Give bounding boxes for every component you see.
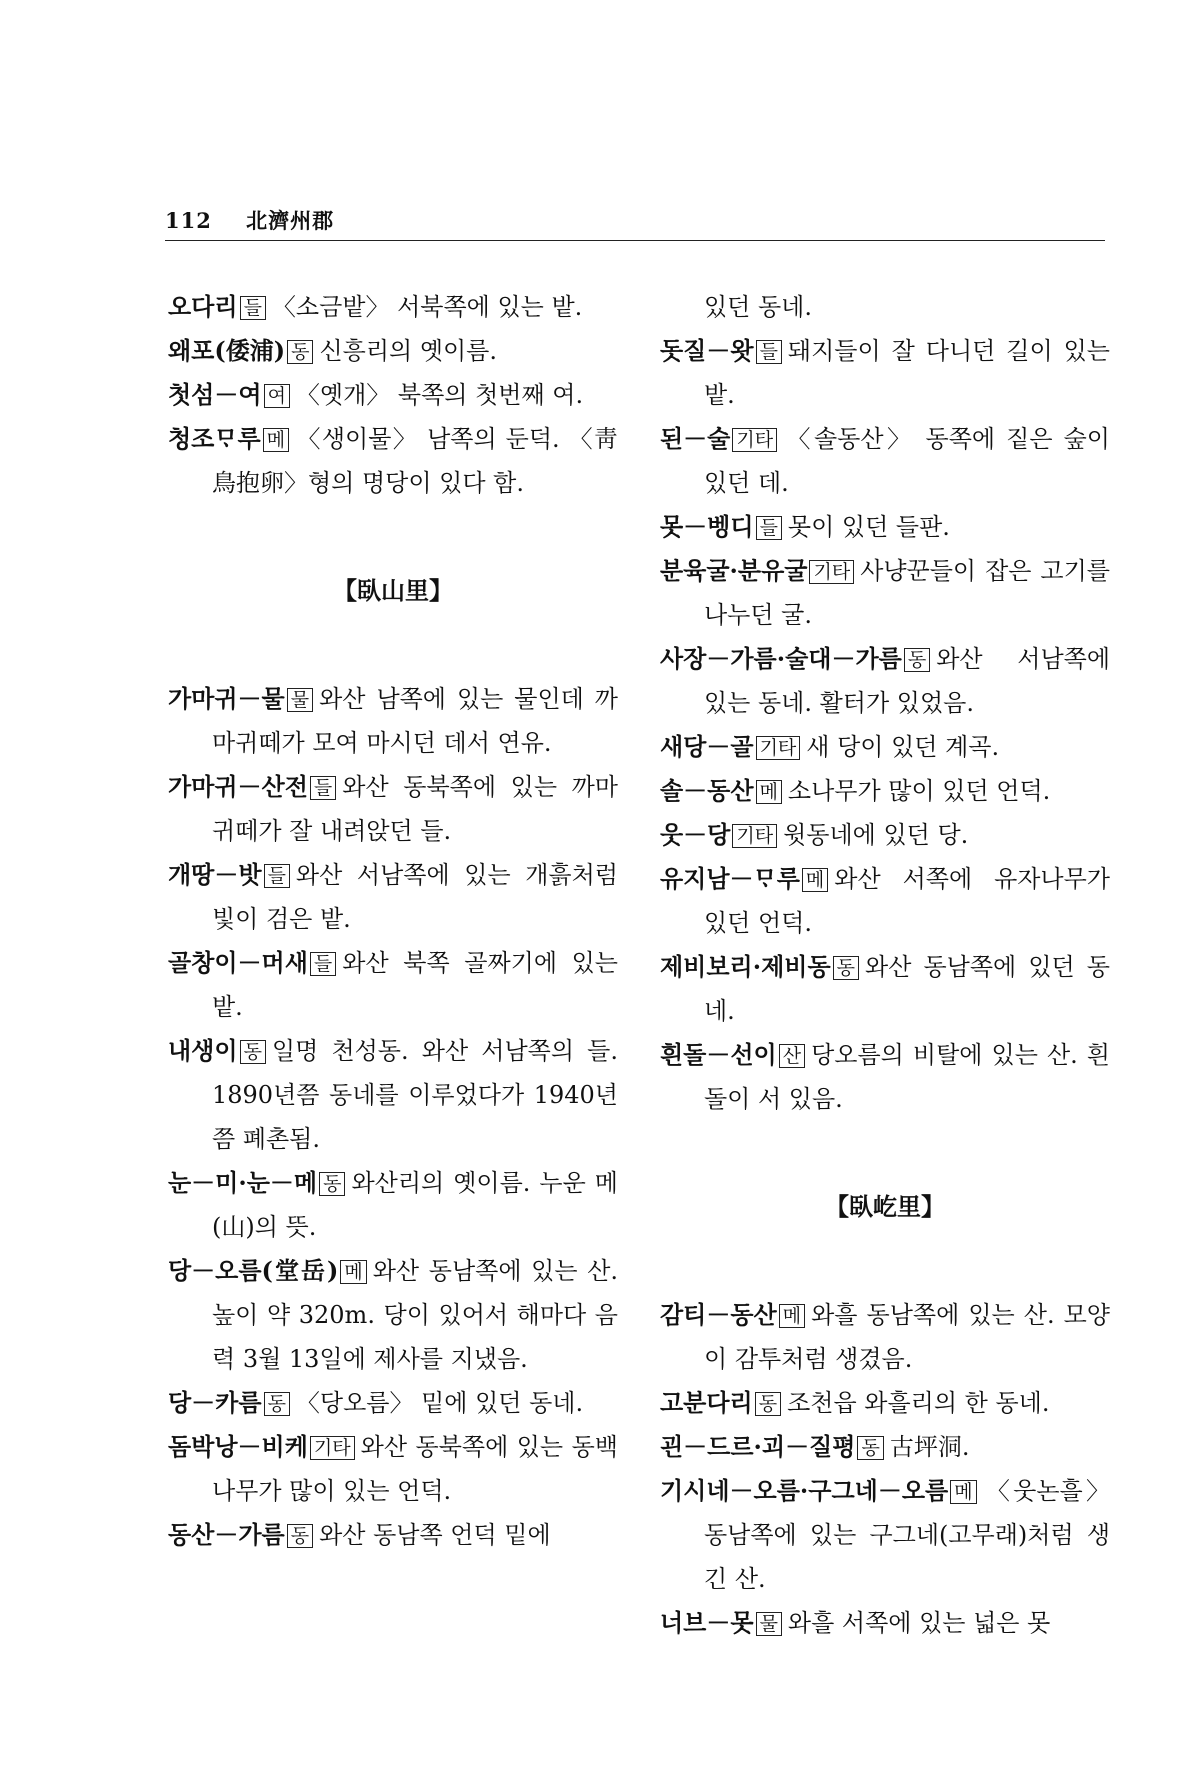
category-tag: 동 [833, 956, 859, 980]
dictionary-entry [168, 373, 618, 417]
entry-definition: 와산 서남쪽에 있는 개흙처럼 빛이 검은 밭. [212, 861, 618, 933]
entry-definition: 와산 북쪽 골짜기에 있는 밭. [212, 949, 618, 1021]
entry-definition: 〈옛개〉 북쪽의 첫번째 여. [295, 381, 584, 409]
dictionary-entry [168, 941, 618, 1029]
entry-definition: 〈당오름〉 밑에 있던 동네. [295, 1389, 584, 1417]
dictionary-entry [168, 1161, 618, 1249]
dictionary-entry [168, 853, 618, 941]
entry-definition: 와산 남쪽에 있는 물인데 까마귀떼가 모여 마시던 데서 연유. [212, 685, 618, 757]
dictionary-entry [660, 549, 1110, 637]
entry-headword: 사장－가름·술대－가름 [660, 644, 902, 673]
entry-headword: 개땅－밧 [168, 860, 262, 889]
entry-definition: 〈웃논흘〉 동남쪽에 있는 구그네(고무래)처럼 생긴 산. [704, 1477, 1110, 1593]
category-tag: 동 [904, 648, 930, 672]
entry-headword: 못－벵디 [660, 512, 754, 541]
dictionary-entry [660, 813, 1110, 857]
entry-definition: 당오름의 비탈에 있는 산. 흰 돌이 서 있음. [704, 1041, 1110, 1113]
entry-headword: 오다리 [168, 292, 238, 321]
dictionary-entry [168, 677, 618, 765]
section-spacer [660, 1121, 1110, 1185]
entry-headword: 가마귀－물 [168, 684, 285, 713]
category-tag: 동 [857, 1436, 883, 1460]
category-tag: 들 [756, 340, 782, 364]
category-tag: 들 [310, 776, 336, 800]
section-spacer [168, 505, 618, 569]
category-tag: 메 [779, 1304, 805, 1328]
entry-headword: 기시네－오름·구그네－오름 [660, 1476, 949, 1505]
entry-headword: 감티－동산 [660, 1300, 777, 1329]
left-column [168, 285, 618, 1557]
entry-definition: 〈소금밭〉 서북쪽에 있는 밭. [271, 293, 583, 321]
entry-headword: 돗질－왓 [660, 336, 754, 365]
entry-definition: 와산 동북쪽에 있는 까마귀떼가 잘 내려앉던 들. [212, 773, 618, 845]
category-tag: 들 [756, 516, 782, 540]
entry-headword: 왜포(倭浦) [168, 336, 286, 365]
category-tag: 기타 [732, 824, 777, 848]
dictionary-entry [660, 945, 1110, 1033]
entry-definition: 있던 동네. [704, 293, 812, 321]
dictionary-entry [660, 1033, 1110, 1121]
category-tag: 동 [755, 1392, 781, 1416]
dictionary-entry [168, 1513, 618, 1557]
entry-headword: 괸－드르·괴－질평 [660, 1432, 856, 1461]
dictionary-entry [660, 505, 1110, 549]
category-tag: 들 [310, 952, 336, 976]
category-tag: 메 [340, 1260, 366, 1284]
category-tag: 물 [287, 688, 313, 712]
category-tag: 메 [263, 428, 289, 452]
category-tag: 메 [756, 780, 782, 804]
section-heading: 【臥屹里】 [825, 1192, 945, 1221]
entry-definition: 와흘 동남쪽에 있는 산. 모양이 감투처럼 생겼음. [704, 1301, 1110, 1373]
entry-headword: 당－오름(堂岳) [168, 1256, 339, 1285]
dictionary-entry [660, 1601, 1110, 1645]
entry-continuation [660, 285, 1110, 329]
entry-definition: 와산 서남쪽에 있는 동네. 활터가 있었음. [704, 645, 1110, 717]
dictionary-entry [660, 1425, 1110, 1469]
category-tag: 동 [240, 1040, 266, 1064]
category-tag: 동 [264, 1392, 290, 1416]
entry-headword: 돔박낭－비케 [168, 1432, 308, 1461]
dictionary-entry [168, 417, 618, 505]
entry-definition: 조천읍 와흘리의 한 동네. [787, 1389, 1050, 1417]
category-tag: 물 [756, 1612, 782, 1636]
entry-definition: 와흘 서쪽에 있는 넓은 못 [787, 1609, 1051, 1637]
category-tag: 메 [950, 1480, 976, 1504]
entry-headword: 첫섬－여 [168, 380, 262, 409]
category-tag: 동 [287, 340, 313, 364]
entry-headword: 너브－못 [660, 1608, 754, 1637]
entry-headword: 당－카름 [168, 1388, 262, 1417]
dictionary-entry [660, 1469, 1110, 1601]
dictionary-entry [660, 1293, 1110, 1381]
entry-definition: 사냥꾼들이 잡은 고기를 나누던 굴. [704, 557, 1110, 629]
page-title: 北濟州郡 [246, 208, 335, 233]
entry-headword: 된－술 [660, 424, 731, 453]
entry-definition: 와산 서쪽에 유자나무가 있던 언덕. [704, 865, 1110, 937]
category-tag: 들 [240, 296, 266, 320]
category-tag: 기타 [756, 736, 801, 760]
dictionary-entry [660, 637, 1110, 725]
category-tag: 기타 [732, 428, 777, 452]
section-spacer [168, 613, 618, 677]
entry-definition: 신흥리의 옛이름. [319, 337, 497, 365]
entry-headword: 흰돌－선이 [660, 1040, 777, 1069]
entry-headword: 가마귀－산전 [168, 772, 308, 801]
page-header [165, 205, 1105, 235]
dictionary-entry [168, 1425, 618, 1513]
header-rule [165, 240, 1105, 241]
dictionary-entry [660, 1381, 1110, 1425]
entry-definition: 일명 천성동. 와산 서남쪽의 들. 1890년쯤 동네를 이루었다가 1940년쯤 폐촌됨. [212, 1037, 618, 1153]
category-tag: 동 [319, 1172, 345, 1196]
entry-definition: 와산리의 옛이름. 누운 메(山)의 뜻. [212, 1169, 618, 1241]
entry-headword: 내생이 [168, 1036, 238, 1065]
entry-definition: 〈솔동산〉 동쪽에 짙은 숲이 있던 데. [704, 425, 1110, 497]
entry-headword: 고분다리 [660, 1388, 753, 1417]
entry-definition: 와산 동남쪽에 있던 동네. [704, 953, 1110, 1025]
category-tag: 메 [802, 868, 828, 892]
entry-headword: 분육굴·분유굴 [660, 556, 808, 585]
category-tag: 산 [779, 1044, 805, 1068]
category-tag: 기타 [809, 560, 854, 584]
dictionary-entry [168, 1029, 618, 1161]
entry-definition: 古坪洞. [889, 1433, 970, 1461]
entry-definition: 소나무가 많이 있던 언덕. [787, 777, 1051, 805]
entry-headword: 제비보리·제비동 [660, 952, 831, 981]
dictionary-entry [660, 417, 1110, 505]
right-column [660, 285, 1110, 1645]
entry-headword: 골창이－머새 [168, 948, 308, 977]
entry-definition: 돼지들이 잘 다니던 길이 있는 밭. [704, 337, 1110, 409]
entry-definition: 와산 동북쪽에 있는 동백나무가 많이 있는 언덕. [212, 1433, 618, 1505]
entry-definition: 윗동네에 있던 당. [783, 821, 969, 849]
section-spacer [660, 1229, 1110, 1293]
entry-headword: 유지남－ᄆᆞ루 [660, 864, 800, 893]
dictionary-entry [168, 765, 618, 853]
entry-headword: 새당－골 [660, 732, 754, 761]
entry-headword: 동산－가름 [168, 1520, 285, 1549]
entry-headword: 솔－동산 [660, 776, 754, 805]
dictionary-entry [660, 329, 1110, 417]
dictionary-entry [660, 725, 1110, 769]
entry-definition: 못이 있던 들판. [787, 513, 950, 541]
section-heading: 【臥山里】 [333, 576, 453, 605]
category-tag: 동 [287, 1524, 313, 1548]
dictionary-entry [168, 329, 618, 373]
entry-definition: 〈생이물〉 남쪽의 둔덕. 〈靑鳥抱卵〉형의 명당이 있다 함. [212, 425, 618, 497]
page-number: 112 [165, 208, 212, 233]
entry-definition: 와산 동남쪽에 있는 산. 높이 약 320m. 당이 있어서 해마다 음력 3월 13일에 제사를 지냈음. [212, 1257, 619, 1373]
entry-headword: 눈－미·눈－메 [168, 1168, 318, 1197]
dictionary-entry [168, 1381, 618, 1425]
dictionary-entry [168, 285, 618, 329]
dictionary-entry [660, 857, 1110, 945]
dictionary-entry [168, 1249, 618, 1381]
entry-headword: 웃－당 [660, 820, 731, 849]
entry-definition: 새 당이 있던 계곡. [806, 733, 1000, 761]
category-tag: 여 [264, 384, 290, 408]
dictionary-entry [660, 769, 1110, 813]
category-tag: 들 [264, 864, 290, 888]
category-tag: 기타 [310, 1436, 355, 1460]
entry-definition: 와산 동남쪽 언덕 밑에 [319, 1521, 551, 1549]
entry-headword: 청조ᄆᆞ루 [168, 424, 261, 453]
